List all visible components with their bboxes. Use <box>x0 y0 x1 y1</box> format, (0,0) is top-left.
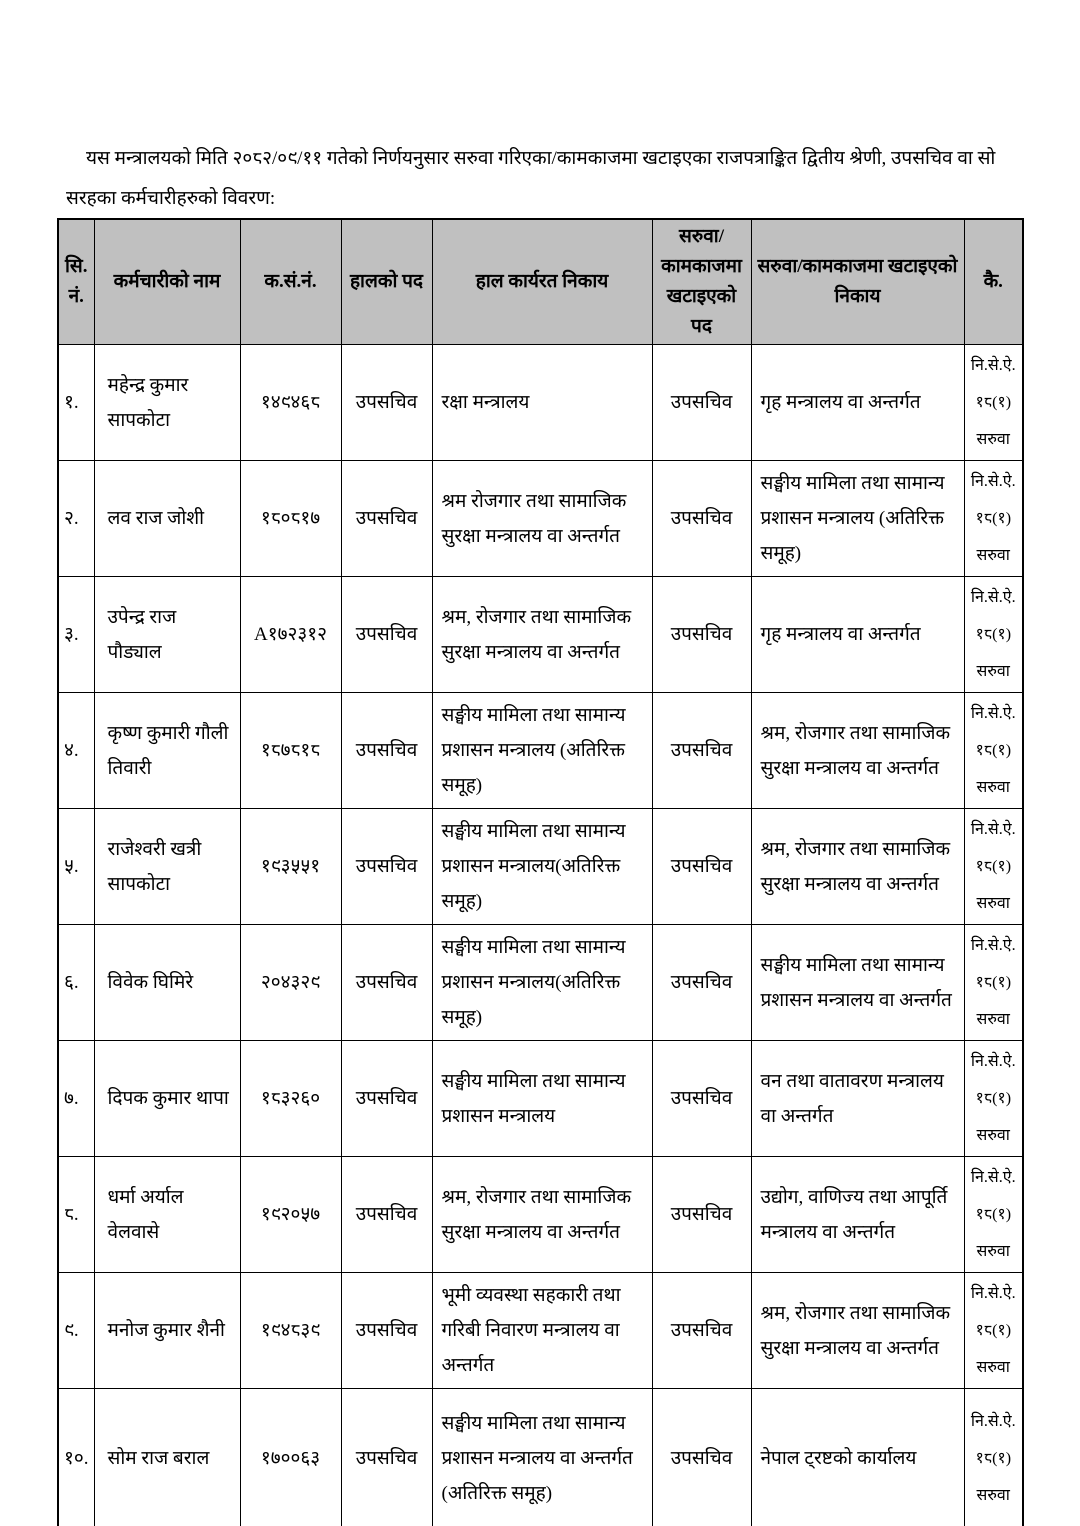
remark-cell: नि.से.ऐ. १८(१) सरुवा <box>964 693 1023 809</box>
table-row <box>58 1389 1023 1526</box>
current-office-cell: सङ्घीय मामिला तथा सामान्य प्रशासन मन्त्रालय(अतिरिक्त समूह) <box>432 925 652 1041</box>
sn-cell: २. <box>58 461 94 577</box>
table-row <box>58 925 1023 1041</box>
current-office-cell: श्रम, रोजगार तथा सामाजिक सुरक्षा मन्त्रालय वा अन्तर्गत <box>432 1157 652 1273</box>
current-office-cell: सङ्घीय मामिला तथा सामान्य प्रशासन मन्त्रालय(अतिरिक्त समूह) <box>432 809 652 925</box>
name-cell: लव राज जोशी <box>94 461 240 577</box>
sn-cell: ३. <box>58 577 94 693</box>
current-post-cell: उपसचिव <box>341 461 432 577</box>
table-row <box>58 1157 1023 1273</box>
remark-cell: नि.से.ऐ. १८(१) सरुवा <box>964 1389 1023 1526</box>
new-post-cell: उपसचिव <box>652 1389 751 1526</box>
emp-no-cell: १८३२६० <box>240 1041 341 1157</box>
col-header-serial-number: सि. नं. <box>58 219 94 345</box>
new-office-cell: गृह मन्त्रालय वा अन्तर्गत <box>751 577 964 693</box>
name-cell: कृष्ण कुमारी गौली तिवारी <box>94 693 240 809</box>
emp-no-cell: १८०८१७ <box>240 461 341 577</box>
table-row <box>58 345 1023 461</box>
table-row <box>58 577 1023 693</box>
current-post-cell: उपसचिव <box>341 693 432 809</box>
new-post-cell: उपसचिव <box>652 809 751 925</box>
name-cell: दिपक कुमार थापा <box>94 1041 240 1157</box>
current-office-cell: सङ्घीय मामिला तथा सामान्य प्रशासन मन्त्रालय (अतिरिक्त समूह) <box>432 693 652 809</box>
emp-no-cell: १७००६३ <box>240 1389 341 1526</box>
new-post-cell: उपसचिव <box>652 693 751 809</box>
table-row <box>58 809 1023 925</box>
new-office-cell: श्रम, रोजगार तथा सामाजिक सुरक्षा मन्त्रालय वा अन्तर्गत <box>751 693 964 809</box>
col-header-current-post: हालको पद <box>341 219 432 345</box>
new-post-cell: उपसचिव <box>652 461 751 577</box>
table-row <box>58 693 1023 809</box>
new-post-cell: उपसचिव <box>652 1041 751 1157</box>
table-row <box>58 1273 1023 1389</box>
emp-no-cell: A१७२३१२ <box>240 577 341 693</box>
emp-no-cell: १९३५५१ <box>240 809 341 925</box>
name-cell: धर्मा अर्याल वेलवासे <box>94 1157 240 1273</box>
remark-cell: नि.से.ऐ. १८(१) सरुवा <box>964 1273 1023 1389</box>
new-office-cell: वन तथा वातावरण मन्त्रालय वा अन्तर्गत <box>751 1041 964 1157</box>
table-header-row <box>58 219 1023 345</box>
col-header-transfer-office: सरुवा/कामकाजमा खटाइएको निकाय <box>751 219 964 345</box>
emp-no-cell: १९४८३९ <box>240 1273 341 1389</box>
table-row <box>58 1041 1023 1157</box>
current-office-cell: श्रम रोजगार तथा सामाजिक सुरक्षा मन्त्रालय वा अन्तर्गत <box>432 461 652 577</box>
sn-cell: ४. <box>58 693 94 809</box>
current-post-cell: उपसचिव <box>341 809 432 925</box>
remark-cell: नि.से.ऐ. १८(१) सरुवा <box>964 925 1023 1041</box>
new-office-cell: सङ्घीय मामिला तथा सामान्य प्रशासन मन्त्रालय (अतिरिक्त समूह) <box>751 461 964 577</box>
name-cell: विवेक घिमिरे <box>94 925 240 1041</box>
new-office-cell: श्रम, रोजगार तथा सामाजिक सुरक्षा मन्त्रालय वा अन्तर्गत <box>751 809 964 925</box>
current-post-cell: उपसचिव <box>341 925 432 1041</box>
col-header-current-office: हाल कार्यरत निकाय <box>432 219 652 345</box>
current-office-cell: भूमी व्यवस्था सहकारी तथा गरिबी निवारण मन्त्रालय वा अन्तर्गत <box>432 1273 652 1389</box>
col-header-remarks: कै. <box>964 219 1023 345</box>
new-post-cell: उपसचिव <box>652 1157 751 1273</box>
intro-paragraph: यस मन्त्रालयको मिति २०८२/०९/११ गतेको निर्णयनुसार सरुवा गरिएका/कामकाजमा खटाइएका राजपत्राङ्कित द्वितीय श्रेणी, उपसचिव वा सो सरहका कर्मचारीहरुको विवरण: <box>66 148 996 209</box>
new-office-cell: सङ्घीय मामिला तथा सामान्य प्रशासन मन्त्रालय वा अन्तर्गत <box>751 925 964 1041</box>
new-office-cell: उद्योग, वाणिज्य तथा आपूर्ति मन्त्रालय वा अन्तर्गत <box>751 1157 964 1273</box>
current-post-cell: उपसचिव <box>341 1157 432 1273</box>
current-office-cell: सङ्घीय मामिला तथा सामान्य प्रशासन मन्त्रालय <box>432 1041 652 1157</box>
remark-cell: नि.से.ऐ. १८(१) सरुवा <box>964 345 1023 461</box>
name-cell: राजेश्वरी खत्री सापकोटा <box>94 809 240 925</box>
remark-cell: नि.से.ऐ. १८(१) सरुवा <box>964 1157 1023 1273</box>
emp-no-cell: १८७८१८ <box>240 693 341 809</box>
col-header-employee-number: क.सं.नं. <box>240 219 341 345</box>
new-post-cell: उपसचिव <box>652 925 751 1041</box>
new-office-cell: गृह मन्त्रालय वा अन्तर्गत <box>751 345 964 461</box>
current-post-cell: उपसचिव <box>341 577 432 693</box>
remark-cell: नि.से.ऐ. १८(१) सरुवा <box>964 809 1023 925</box>
current-post-cell: उपसचिव <box>341 1041 432 1157</box>
current-post-cell: उपसचिव <box>341 345 432 461</box>
sn-cell: ८. <box>58 1157 94 1273</box>
new-office-cell: श्रम, रोजगार तथा सामाजिक सुरक्षा मन्त्रालय वा अन्तर्गत <box>751 1273 964 1389</box>
table-body <box>58 345 1023 1526</box>
sn-cell: ६. <box>58 925 94 1041</box>
sn-cell: १०. <box>58 1389 94 1526</box>
emp-no-cell: १९२०५७ <box>240 1157 341 1273</box>
sn-cell: ५. <box>58 809 94 925</box>
name-cell: मनोज कुमार शैनी <box>94 1273 240 1389</box>
remark-cell: नि.से.ऐ. १८(१) सरुवा <box>964 577 1023 693</box>
current-office-cell: रक्षा मन्त्रालय <box>432 345 652 461</box>
name-cell: सोम राज बराल <box>94 1389 240 1526</box>
emp-no-cell: २०४३२९ <box>240 925 341 1041</box>
sn-cell: ७. <box>58 1041 94 1157</box>
sn-cell: ९. <box>58 1273 94 1389</box>
transfer-table <box>57 218 1024 1526</box>
new-office-cell: नेपाल ट्रष्टको कार्यालय <box>751 1389 964 1526</box>
new-post-cell: उपसचिव <box>652 1273 751 1389</box>
name-cell: उपेन्द्र राज पौड्याल <box>94 577 240 693</box>
new-post-cell: उपसचिव <box>652 345 751 461</box>
current-office-cell: श्रम, रोजगार तथा सामाजिक सुरक्षा मन्त्रालय वा अन्तर्गत <box>432 577 652 693</box>
name-cell: महेन्द्र कुमार सापकोटा <box>94 345 240 461</box>
current-office-cell: सङ्घीय मामिला तथा सामान्य प्रशासन मन्त्रालय वा अन्तर्गत (अतिरिक्त समूह) <box>432 1389 652 1526</box>
new-post-cell: उपसचिव <box>652 577 751 693</box>
current-post-cell: उपसचिव <box>341 1389 432 1526</box>
remark-cell: नि.से.ऐ. १८(१) सरुवा <box>964 1041 1023 1157</box>
table-row <box>58 461 1023 577</box>
remark-cell: नि.से.ऐ. १८(१) सरुवा <box>964 461 1023 577</box>
emp-no-cell: १४९४६८ <box>240 345 341 461</box>
col-header-transfer-post: सरुवा/ कामकाजमा खटाइएको पद <box>652 219 751 345</box>
col-header-employee-name: कर्मचारीको नाम <box>94 219 240 345</box>
current-post-cell: उपसचिव <box>341 1273 432 1389</box>
sn-cell: १. <box>58 345 94 461</box>
